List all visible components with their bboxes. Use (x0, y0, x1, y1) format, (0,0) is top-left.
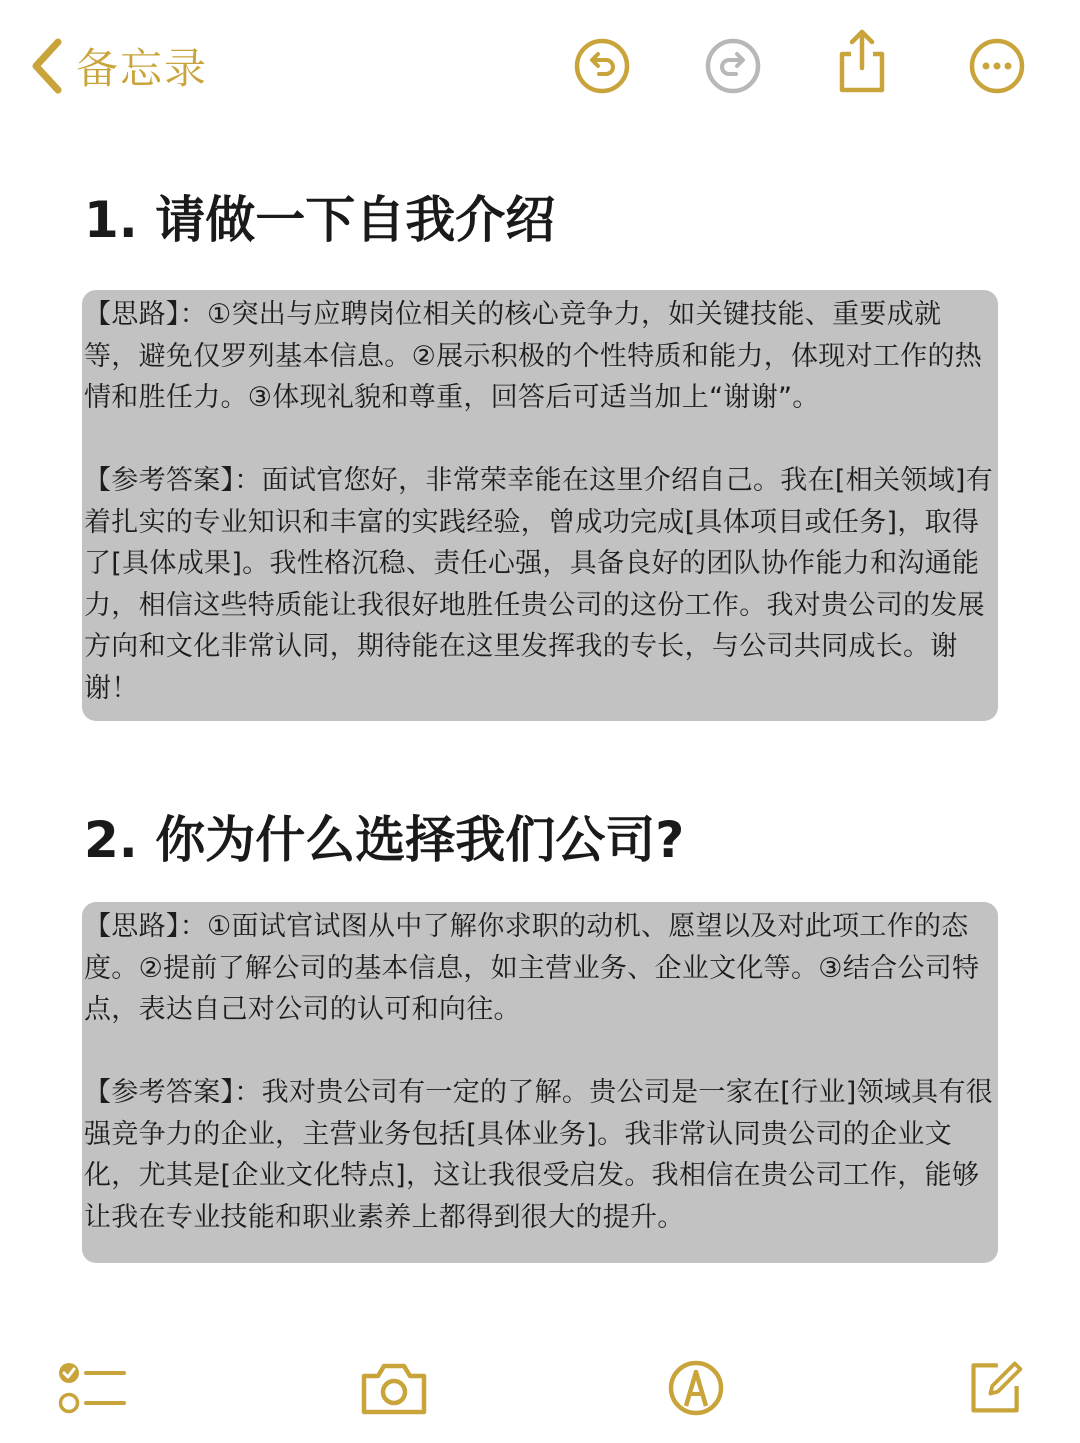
thought-text: 【思路】：①突出与应聘岗位相关的核心竞争力，如关键技能、重要成就等，避免仅罗列基本信息。②展示积极的个性特质和能力，体现对工作的热情和胜任力。③体现礼貌和尊重，回答后可适当加上“谢谢”。 (84, 299, 983, 413)
redo-icon[interactable] (703, 36, 763, 96)
thought-text: 【思路】：①面试官试图从中了解你求职的动机、愿望以及对此项工作的态度。②提前了解公司的基本信息，如主营业务、企业文化等。③结合公司特点，表达自己对公司的认可和向往。 (84, 911, 980, 1025)
section-heading: 1. 请做一下自我介绍 (84, 191, 556, 249)
compose-icon[interactable] (964, 1356, 1028, 1416)
share-icon[interactable] (832, 28, 892, 94)
answer-text: 【参考答案】：我对贵公司有一定的了解。贵公司是一家在[行业]领域具有很强竞争力的企业，主营业务包括[具体业务]。我非常认同贵公司的企业文化，尤其是[企业文化特点]，这让我很受启发。我相信在贵公司工作，能够让我在专业技能和职业素养上都得到很大的提升。 (84, 1077, 994, 1233)
top-navigation-bar (0, 0, 1080, 130)
back-button[interactable] (28, 36, 208, 96)
answer-text: 【参考答案】：面试官您好，非常荣幸能在这里介绍自己。我在[相关领域]有着扎实的专业知识和丰富的实践经验，曾成功完成[具体项目或任务]，取得了[具体成果]。我性格沉稳、责任心强，具备良好的团队协作能力和沟通能力，相信这些特质能让我很好地胜任贵公司的这份工作。我对贵公司的发展方向和文化非常认同，期待能在这里发挥我的专长，与公司共同成长。谢谢！ (84, 465, 994, 704)
camera-icon[interactable] (358, 1358, 430, 1418)
undo-icon[interactable] (572, 36, 632, 96)
more-icon[interactable] (967, 36, 1027, 96)
checklist-icon[interactable] (56, 1358, 128, 1418)
highlight-block (82, 290, 998, 721)
section-heading: 2. 你为什么选择我们公司? (84, 811, 685, 869)
highlight-block (82, 902, 998, 1263)
back-label: 备忘录 (76, 44, 209, 93)
markup-icon[interactable] (666, 1358, 726, 1418)
chevron-left-icon (28, 36, 64, 96)
